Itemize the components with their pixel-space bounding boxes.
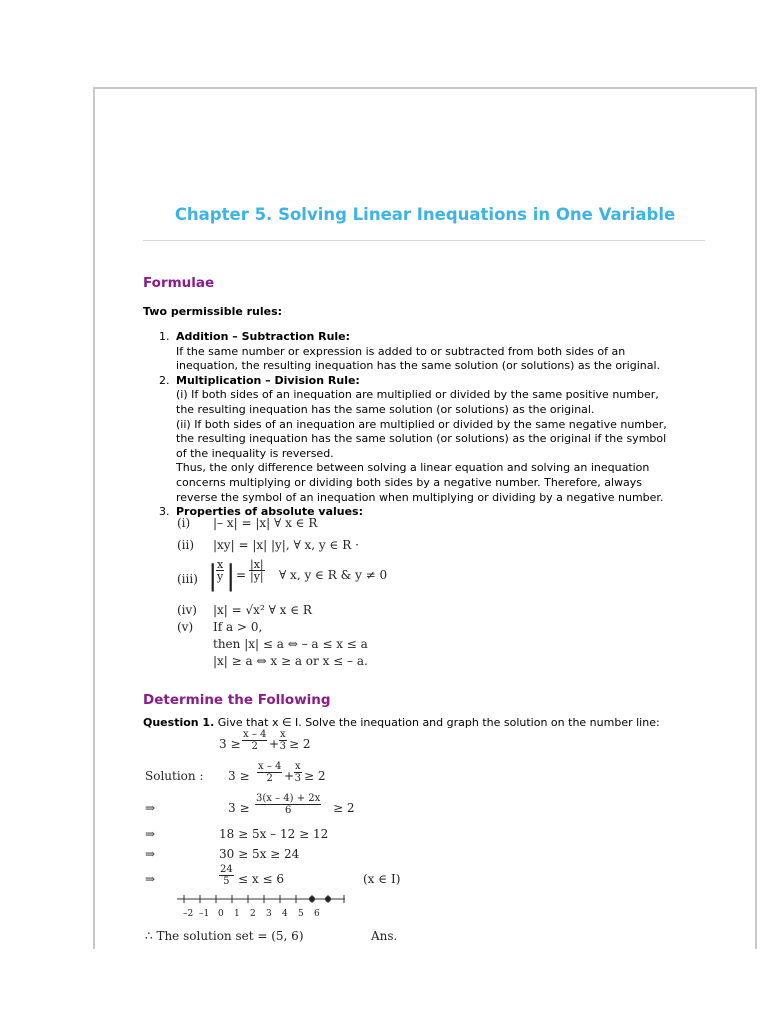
subheading: Two permissible rules:: [143, 305, 283, 318]
point-5: [309, 896, 315, 902]
answer-label: Ans.: [371, 929, 398, 943]
title-divider: [143, 240, 705, 241]
rules-list: [161, 330, 721, 520]
list-item: 1. Addition – Subtraction Rule: If the same number or expression is added to or subtracted from both sides of an inequation, the resulting inequation has the same solution (or solutions) as the original.: [159, 330, 661, 373]
rule-heading: Properties of absolute values:: [176, 505, 363, 519]
solution-label: Solution :: [145, 769, 204, 783]
question-label: Question 1.: [143, 716, 215, 729]
section-heading-formulae: Formulae: [143, 275, 215, 291]
number-line-labels: –2 –1 0 1 2 3 4 5 6: [183, 909, 320, 919]
rule-heading: Addition – Subtraction Rule:: [176, 330, 351, 343]
point-6: [325, 896, 331, 902]
question-text: Give that x ∈ I. Solve the inequation and graph the solution on the number line:: [214, 716, 660, 729]
section-heading-determine: Determine the Following: [143, 692, 331, 708]
list-item: 3. Properties of absolute values:: [159, 505, 363, 519]
question-1: [143, 716, 660, 729]
rule-heading: Multiplication – Division Rule:: [176, 373, 360, 387]
document-page: Chapter 5. Solving Linear Inequations in One Variable Formulae Two permissible rules: 1. Addition – Subtraction Rule: If the same number or expression is added to or subtracted from both sides of an inequation, the resulting inequation has the same solution (or solutions) as the original. 2. Multiplication – Division Rule: (i) If both sides of an inequation are multiplied or divided by the same positive number, the resulting inequation has the same solution (or solutions) as the original. (ii) If both sides of an inequation are multiplied or divided by the same negative number, the resulting inequation has the same solution (or solutions) as the original if the symbol of the inequality is reversed. Thus, the only difference between solving a linear equation and solving an inequation concerns multiplying or dividing both sides by a negative number. Therefore, always reverse the symbol of an inequation when multiplying or dividing by a negative number. 3. Properties of absolute values: (i) |– x| = |x| ∀ x ∈ R (ii) |xy| = |x| |y|, ∀ x, y ∈ R · (iii) | $\frac{x}{y}$ | = $\frac{|x|}{|y|}$ ∀ x, y ∈ R & y ≠ 0 (iv) |x| = √x² ∀ x ∈ R (v) If a > 0, then |x| ≤ a ⇔ – a ≤ x ≤ a |x| ≥ a ⇔ x ≥ a or x ≤ – a. Determine the Following Question 1. Give that x ∈ I. Solve the inequation and graph the solution on the number line: 3 ≥ $\frac{x - 4}{2}$ + $\frac{x}{3}$ ≥ 2 Solution : 3 ≥ $\frac{x - 4}{2}$ + $\frac{x}{3}$ ≥ 2 ⇒ 3 ≥ $\frac{3(x - 4) + 2x}{6}$ ≥ 2 ⇒ 18 ≥ 5x – 12 ≥ 12 ⇒ 30 ≥ 5x ≥ 24 ⇒ $\frac{24}{5}$ ≤ x ≤ 6 (x ∈ I) –2 –1 0 1 2 3 4 5 6 ∴ The solution set = (5, 6) Ans.: [93, 87, 757, 949]
list-item: 2. Multiplication – Division Rule: (i) If both sides of an inequation are multiplied or divided by the same positive number, the resulting inequation has the same solution (or solutions) as the original. (ii) If both sides of an inequation are multiplied or divided by the same negative number, the resulting inequation has the same solution (or solutions) as the original if the symbol of the inequality is reversed. Thus, the only difference between solving a linear equation and solving an inequation concerns multiplying or dividing both sides by a negative number. Therefore, always reverse the symbol of an inequation when multiplying or dividing by a negative number.: [159, 373, 667, 504]
page-title: Chapter 5. Solving Linear Inequations in One Variable: [174, 205, 676, 224]
solution-set: ∴ The solution set = (5, 6): [145, 929, 304, 943]
